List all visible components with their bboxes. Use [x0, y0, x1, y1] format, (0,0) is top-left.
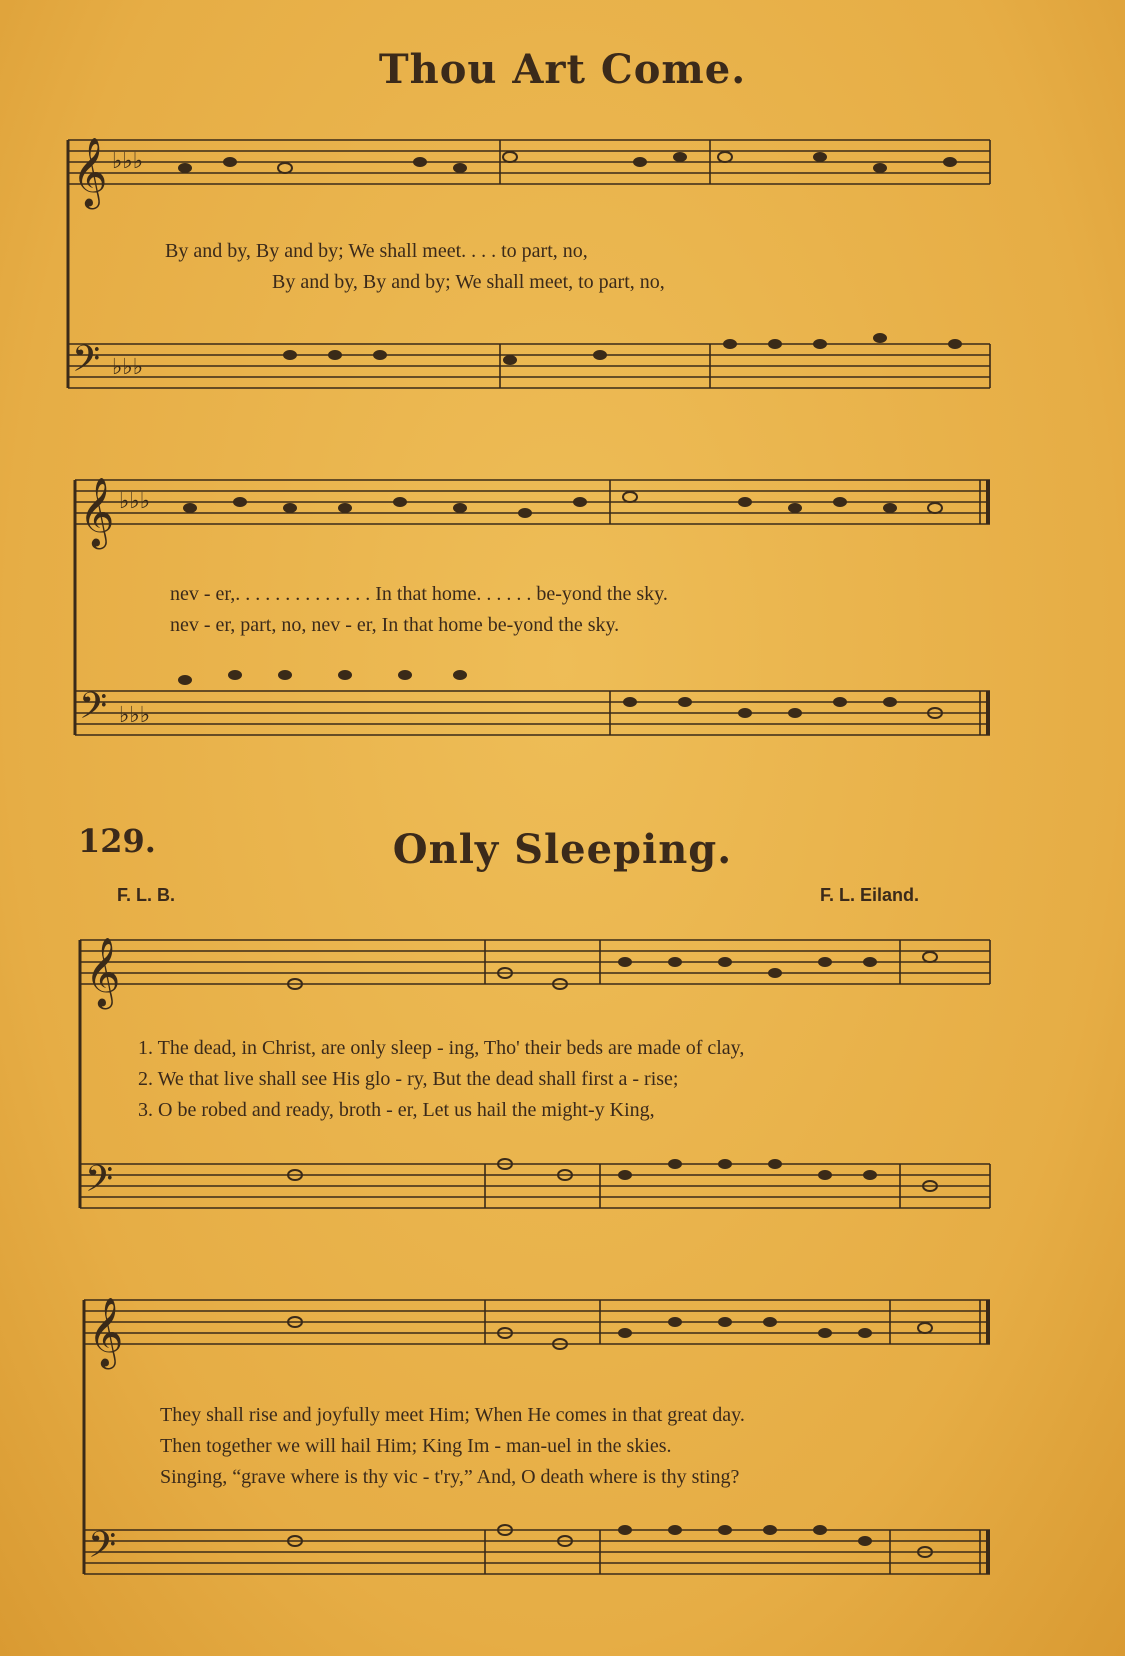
key-signature-flats: ♭♭♭ [112, 149, 144, 174]
lyric-line: By and by, By and by; We shall meet, to part, no, [272, 271, 665, 293]
lyric-line: By and by, By and by; We shall meet. . . . to part, no, [165, 240, 588, 262]
treble-clef-icon: 𝄞 [72, 137, 108, 207]
hymn-number: 129. [78, 822, 156, 860]
bass-clef-icon: 𝄢 [79, 685, 108, 736]
treble-clef-icon: 𝄞 [85, 937, 121, 1007]
key-signature-flats: ♭♭♭ [112, 355, 144, 380]
treble-staff [84, 1300, 990, 1344]
verse-line: 3. O be robed and ready, broth - er, Let us hail the might-y King, [138, 1099, 655, 1121]
bass-clef-icon: 𝄢 [72, 338, 101, 389]
key-signature-flats: ♭♭♭ [119, 489, 151, 514]
treble-staff [68, 140, 990, 184]
treble-staff [80, 940, 990, 984]
composer-credit: F. L. Eiland. [820, 885, 920, 905]
author-credit: F. L. B. [117, 885, 175, 905]
hymn-title: Only Sleeping. [392, 826, 733, 873]
key-signature-flats: ♭♭♭ [119, 703, 151, 728]
bass-staff [68, 344, 990, 388]
verse-line: 1. The dead, in Christ, are only sleep - ing, Tho' their beds are made of clay, [138, 1037, 745, 1059]
bass-staff [80, 1164, 990, 1208]
bass-clef-icon: 𝄢 [85, 1158, 114, 1209]
verse-line: Singing, “grave where is thy vic - t'ry,” And, O death where is thy sting? [160, 1466, 740, 1488]
lyric-line: nev - er,. . . . . . . . . . . . . . In that home. . . . . . be-yond the sky. [170, 583, 668, 605]
verse-line: 2. We that live shall see His glo - ry, But the dead shall first a - rise; [138, 1068, 679, 1090]
treble-clef-icon: 𝄞 [79, 477, 115, 547]
bass-staff [75, 691, 990, 735]
bass-staff [84, 1530, 990, 1574]
verse-line: They shall rise and joyfully meet Him; When He comes in that great day. [160, 1404, 745, 1426]
lyric-line: nev - er, part, no, nev - er, In that home be-yond the sky. [170, 614, 620, 636]
verse-line: Then together we will hail Him; King Im - man-uel in the skies. [160, 1435, 672, 1457]
hymn-title: Thou Art Come. [378, 46, 747, 93]
treble-staff [75, 480, 990, 524]
bass-clef-icon: 𝄢 [88, 1524, 117, 1575]
treble-clef-icon: 𝄞 [88, 1297, 124, 1367]
